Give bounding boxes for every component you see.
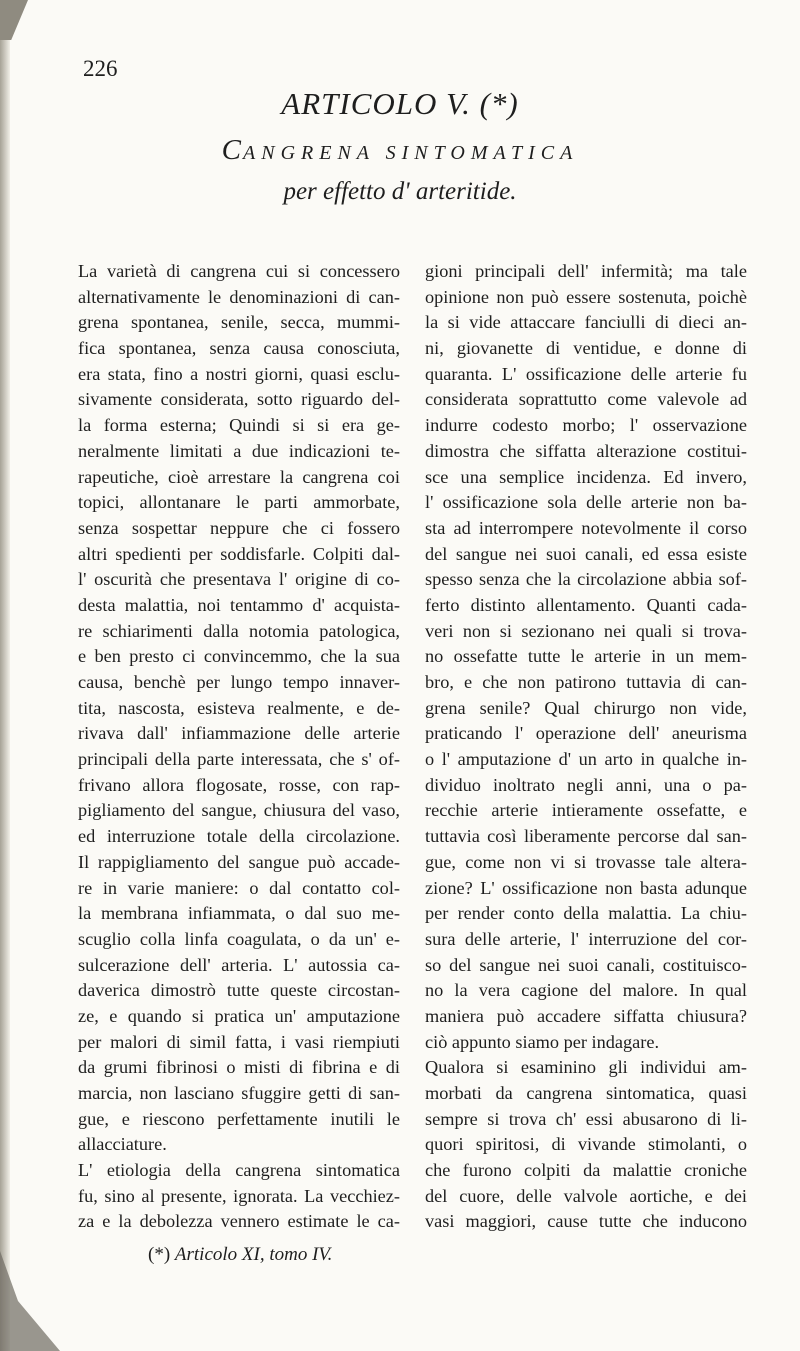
- right-column: [425, 259, 747, 1235]
- text-line: spesso senza che la circolazione abbia sof-: [425, 569, 747, 590]
- text-line: principali della parte interessata, che s' of-: [78, 749, 400, 770]
- section-title: [0, 134, 800, 167]
- text-line: altri spedienti per soddisfarle. Colpiti dal-: [78, 543, 400, 564]
- text-line: veri non si sezionano nei quali si trova-: [425, 620, 747, 641]
- text-line: ze, e quando si pratica un' amputazione: [78, 1005, 400, 1026]
- text-line: frivano allora flogosate, rosse, con rap-: [78, 774, 400, 795]
- text-line: era stata, fino a nostri giorni, quasi esclu-: [78, 363, 400, 384]
- section-title-rest: ANGRENA SINTOMATICA: [243, 142, 579, 164]
- text-line: e ben presto ci convincemmo, che la sua: [78, 646, 400, 667]
- text-line: per malori di simil fatta, i vasi riempiuti: [78, 1031, 400, 1052]
- text-line: rapeutiche, cioè arrestare la cangrena coi: [78, 466, 400, 487]
- text-line: bro, e che non patirono tuttavia di can-: [425, 672, 747, 692]
- text-line: ed interruzione totale della circolazione.: [78, 826, 400, 847]
- text-line: quaranta. L' ossificazione delle arterie fu: [425, 363, 747, 384]
- text-line: marcia, non lasciano sfuggire getti di san-: [78, 1083, 400, 1103]
- text-line: allacciature.: [78, 1134, 167, 1155]
- text-line: dividuo inoltrato negli anni, una o pa-: [425, 774, 747, 795]
- text-line: sura delle arterie, l' interruzione del cor-: [425, 928, 747, 949]
- text-line: l' ossificazione sola delle arterie non ba-: [425, 492, 747, 513]
- text-line: za e la debolezza vennero estimate le ca-: [78, 1211, 400, 1232]
- text-line: fu, sino al presente, ignorata. La vecchiez-: [78, 1185, 400, 1206]
- text-line: gue, come non vi si trovasse tale altera-: [425, 851, 747, 872]
- text-line: del cuore, delle valvole aortiche, e dei: [425, 1185, 747, 1206]
- text-line: quori spiritosi, di vivande stimolanti, o: [425, 1134, 747, 1155]
- text-line: senza sospettar neppure che ci fossero: [78, 517, 400, 538]
- text-line: desta malattia, noi tentammo d' acquista-: [78, 594, 400, 615]
- text-line: da grumi fibrinosi o misti di fibrina e di: [78, 1057, 400, 1078]
- text-line: daverica dimostrò tutte queste circostan-: [78, 980, 400, 1001]
- text-line: fica spontanea, senza causa conosciuta,: [78, 338, 400, 359]
- text-line: l' oscurità che presentava l' origine di co-: [78, 569, 400, 590]
- text-line: alternativamente le denominazioni di can-: [78, 286, 400, 307]
- text-line: neralmente limitati a due indicazioni te-: [78, 440, 400, 461]
- section-subtitle: per effetto d' arteritide.: [283, 178, 517, 205]
- text-line: Qualora si esaminino gli individui am-: [425, 1057, 747, 1078]
- footnote-text: Articolo XI, tomo IV.: [174, 1244, 333, 1265]
- text-line: grena spontanea, senile, secca, mummi-: [78, 312, 400, 333]
- footnote-marker: (*): [148, 1244, 171, 1265]
- text-line: L' etiologia della cangrena sintomatica: [78, 1160, 400, 1181]
- article-title: ARTICOLO V. (*): [281, 86, 519, 121]
- text-line: sulcerazione dell' arteria. L' autossia ca-: [78, 954, 400, 975]
- text-line: no ossefatte tutte le arterie in un mem-: [425, 646, 747, 667]
- text-line: la forma esterna; Quindi si si era ge-: [78, 415, 400, 436]
- torn-corner-top: [0, 0, 28, 40]
- text-line: o l' amputazione d' un arto in qualche in-: [425, 749, 747, 770]
- text-line: ni, giovanette di ventidue, e donne di: [425, 338, 747, 359]
- text-line: causa, benchè per lungo tempo innaver-: [78, 672, 400, 692]
- text-line: ciò appunto siamo per indagare.: [425, 1031, 660, 1052]
- text-line: gioni principali dell' infermità; ma tale: [425, 261, 747, 281]
- text-line: sta ad interrompere notevolmente il corso: [425, 517, 747, 538]
- text-line: dimostra che siffatta alterazione costitui-: [425, 440, 747, 461]
- text-line: scuglio colla linfa coagulata, o da un' e-: [78, 928, 400, 949]
- text-line: recchie arterie intieramente ossefatte, e: [425, 800, 747, 821]
- text-line: la membrana infiammata, o dal suo me-: [78, 903, 400, 924]
- text-line: gue, e riescono perfettamente inutili le: [78, 1108, 400, 1129]
- text-line: topici, allontanare le parti ammorbate,: [78, 492, 400, 513]
- text-line: rivava dall' infiammazione delle arterie: [78, 723, 400, 744]
- text-line: tita, nascosta, esisteva realmente, e de-: [78, 697, 400, 718]
- left-column: [78, 259, 400, 1235]
- text-line: grena senile? Qual chirurgo non vide,: [425, 697, 747, 718]
- footnote: [148, 1244, 332, 1266]
- text-line: che furono colpiti da malattie croniche: [425, 1160, 747, 1181]
- text-line: vasi maggiori, cause tutte che inducono: [425, 1211, 747, 1232]
- text-line: ferto distinto allentamento. Quanti cada-: [425, 594, 747, 615]
- text-line: considerata soprattutto come valevole ad: [425, 389, 747, 410]
- text-line: praticando l' operazione dell' aneurisma: [425, 723, 747, 744]
- text-line: sce una semplice incidenza. Ed invero,: [425, 466, 747, 487]
- text-line: Il rappigliamento del sangue può accade-: [78, 851, 400, 872]
- page-number: 226: [83, 56, 118, 81]
- text-line: la si vide attaccare fanciulli di dieci an-: [425, 312, 747, 333]
- text-line: re schiarimenti dalla notomia patologica,: [78, 620, 400, 641]
- text-line: opinione non può essere sostenuta, poichè: [425, 286, 747, 307]
- text-line: morbati da cangrena sintomatica, quasi: [425, 1083, 747, 1103]
- text-line: maniera può accadere siffatta chiusura?: [425, 1005, 747, 1026]
- text-line: per render conto della malattia. La chiu-: [425, 903, 747, 924]
- text-line: La varietà di cangrena cui si concessero: [78, 261, 400, 281]
- text-line: sempre si trova ch' essi abusarono di li-: [425, 1108, 747, 1129]
- text-line: pigliamento del sangue, chiusura del vaso,: [78, 800, 400, 821]
- text-line: no la vera cagione del malore. In qual: [425, 980, 747, 1001]
- text-line: tuttavia così liberamente percorse dal san-: [425, 826, 747, 847]
- text-line: indurre codesto morbo; l' osservazione: [425, 415, 747, 436]
- section-title-initial: C: [221, 134, 244, 166]
- text-line: zione? L' ossificazione non basta adunque: [425, 877, 747, 898]
- text-line: re in varie maniere: o dal contatto col-: [78, 877, 400, 898]
- text-line: sivamente considerata, sotto riguardo del-: [78, 389, 400, 410]
- text-line: del sangue nei suoi canali, ed essa esiste: [425, 543, 747, 564]
- text-line: so del sangue nei suoi canali, costituisco-: [425, 954, 747, 975]
